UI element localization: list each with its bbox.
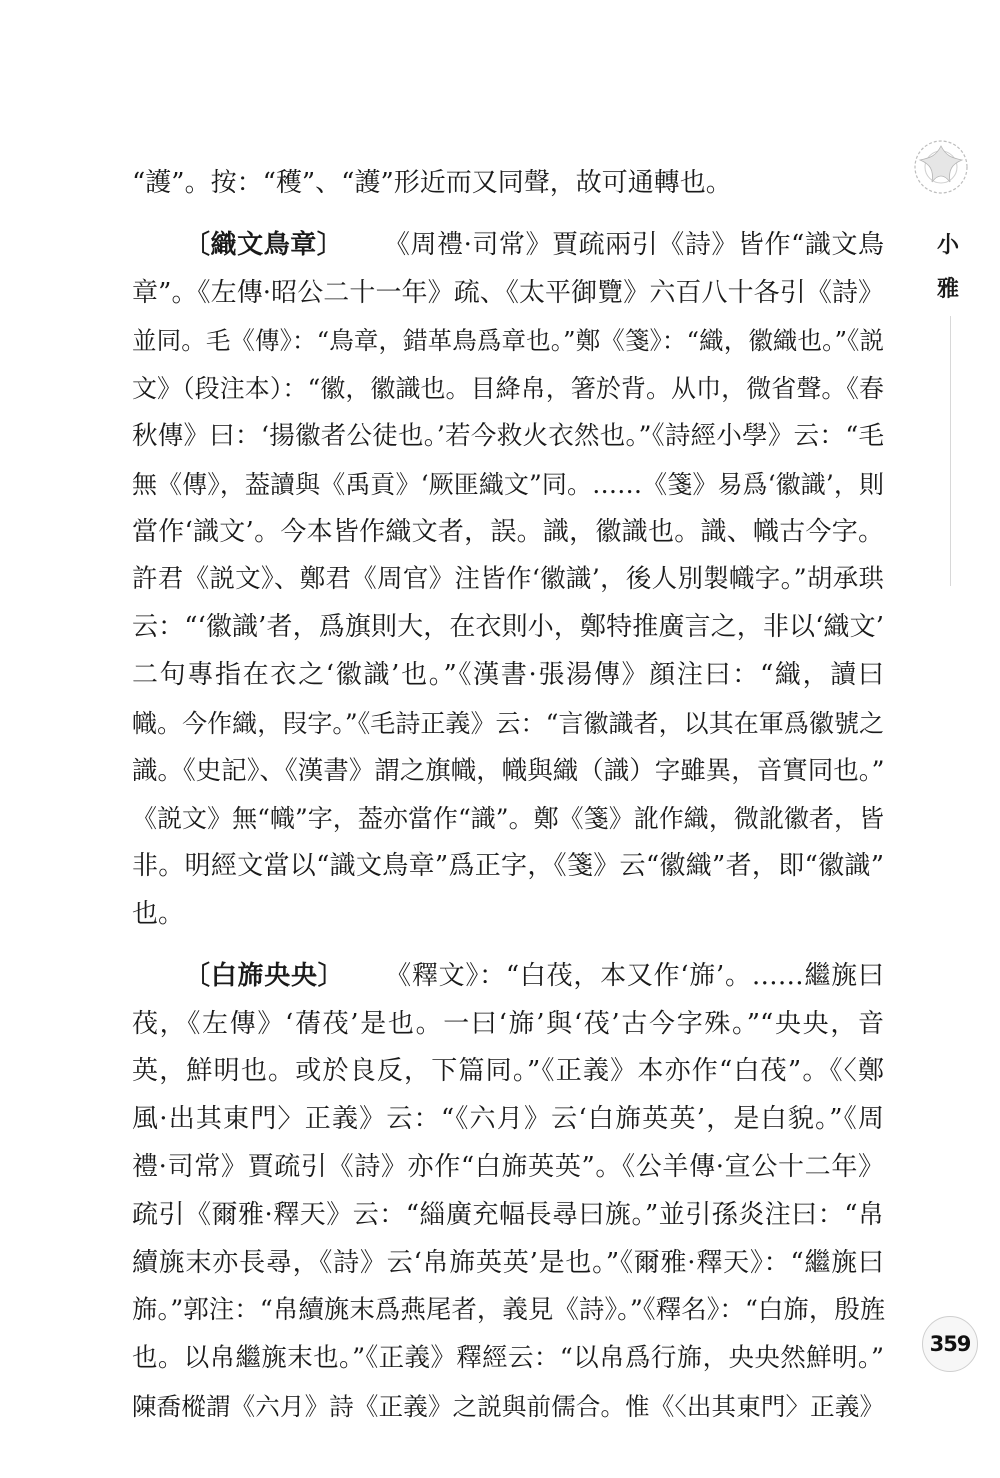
floral-ornament-icon — [906, 132, 976, 202]
entry-headword: 〔白旆央央〕 — [184, 960, 345, 991]
entry-headword: 〔織文鳥章〕 — [184, 229, 344, 260]
text-line: 《説文》無“幟”字，葢亦當作“識”。鄭《箋》訛作織，微訛徽者，皆 — [132, 804, 884, 834]
text-line: 英，鮮明也。或於良反，下篇同。”《正義》本亦作“白茷”。《〈鄭 — [132, 1056, 884, 1087]
text-line: 識。《史記》、《漢書》謂之旗幟，幟與織（識）字雖異，音實同也。” — [132, 755, 885, 786]
text-line: 幟。今作織，叚字。”《毛詩正義》云：“言徽識者，以其在軍爲徽號之 — [132, 708, 884, 738]
commentary-text — [132, 160, 884, 1431]
text-line: 章”。《左傳·昭公二十一年》疏、《太平御覽》六百八十各引《詩》 — [132, 277, 884, 308]
side-label-section: 小雅 — [936, 233, 959, 302]
text-line: 文》（段注本）：“徽，徽識也。目絳帛，箸於背。从巾，微省聲。《春 — [132, 374, 884, 404]
text-line: 茷，《左傳》‘蒨茷’是也。一曰‘旆’與‘茷’古今字殊。”“央央，音 — [132, 1008, 884, 1039]
text-line: 二句專指在衣之‘徽識’也。”《漢書·張湯傳》顔注曰：“織，讀曰 — [132, 659, 884, 690]
text-line: 許君《説文》、鄭君《周官》注皆作‘徽識’，後人別製幟字。”胡承珙 — [132, 564, 884, 595]
text-line: 風·出其東門〉正義》云：“《六月》云‘白旆英英’，是白貌。”《周 — [132, 1104, 884, 1135]
text-line — [132, 953, 884, 1001]
text-line: 也。 — [132, 898, 185, 929]
text-line: 當作‘識文’。今本皆作織文者，誤。識，徽識也。識、幟古今字。 — [132, 516, 884, 547]
text-line: 陳喬樅謂《六月》詩《正義》之説與前儒合。惟《〈出其東門〉正義》 — [132, 1391, 884, 1421]
text-line: 禮·司常》賈疏引《詩》亦作“白旆英英”。《公羊傳·宣公十二年》 — [132, 1151, 884, 1182]
text-line — [132, 222, 884, 270]
text-line: 也。以帛繼旐末也。”《正義》釋經云：“以帛爲行旆，央央然鮮明。” — [132, 1343, 884, 1374]
text-line: 疏引《爾雅·釋天》云：“緇廣充幅長尋曰旐。”並引孫炎注曰：“帛 — [132, 1199, 884, 1230]
paragraph-gap — [132, 208, 884, 222]
text-line: 云：“‘徽識’者，爲旗則大，在衣則小，鄭特推廣言之，非以‘織文’ — [132, 612, 884, 643]
page-number: 359 — [922, 1316, 978, 1372]
text-line-content: 《釋文》：“白茷，本又作‘旆’。……繼旐曰 — [384, 960, 884, 991]
paragraph-gap — [132, 939, 884, 953]
text-line: 秋傳》曰：‘揚徽者公徒也。’若今救火衣然也。”《詩經小學》云：“毛 — [132, 420, 884, 451]
text-line: 並同。毛《傳》：“鳥章，錯革鳥爲章也。”鄭《箋》：“織，徽織也。”《説 — [132, 326, 884, 356]
text-line-content: 《周禮·司常》賈疏兩引《詩》皆作“識文鳥 — [383, 229, 884, 260]
text-line: 無《傳》，葢讀與《禹貢》‘厥匪織文”同。……《箋》易爲‘徽識’，則 — [132, 469, 884, 499]
text-line: 旆。”郭注：“帛續旐末爲燕尾者，義見《詩》。”《釋名》：“白旆，殷旌 — [132, 1295, 886, 1326]
text-line: 非。明經文當以“識文鳥章”爲正字，《箋》云“徽織”者，即“徽識” — [132, 851, 884, 882]
text-line: “護”。按：“穫”、“護”形近而又同聲，故可通轉也。 — [132, 168, 732, 198]
side-divider — [950, 316, 951, 586]
text-line: 續旐末亦長尋，《詩》云‘帛旆英英’是也。”《爾雅·釋天》：“繼旐曰 — [132, 1247, 884, 1278]
